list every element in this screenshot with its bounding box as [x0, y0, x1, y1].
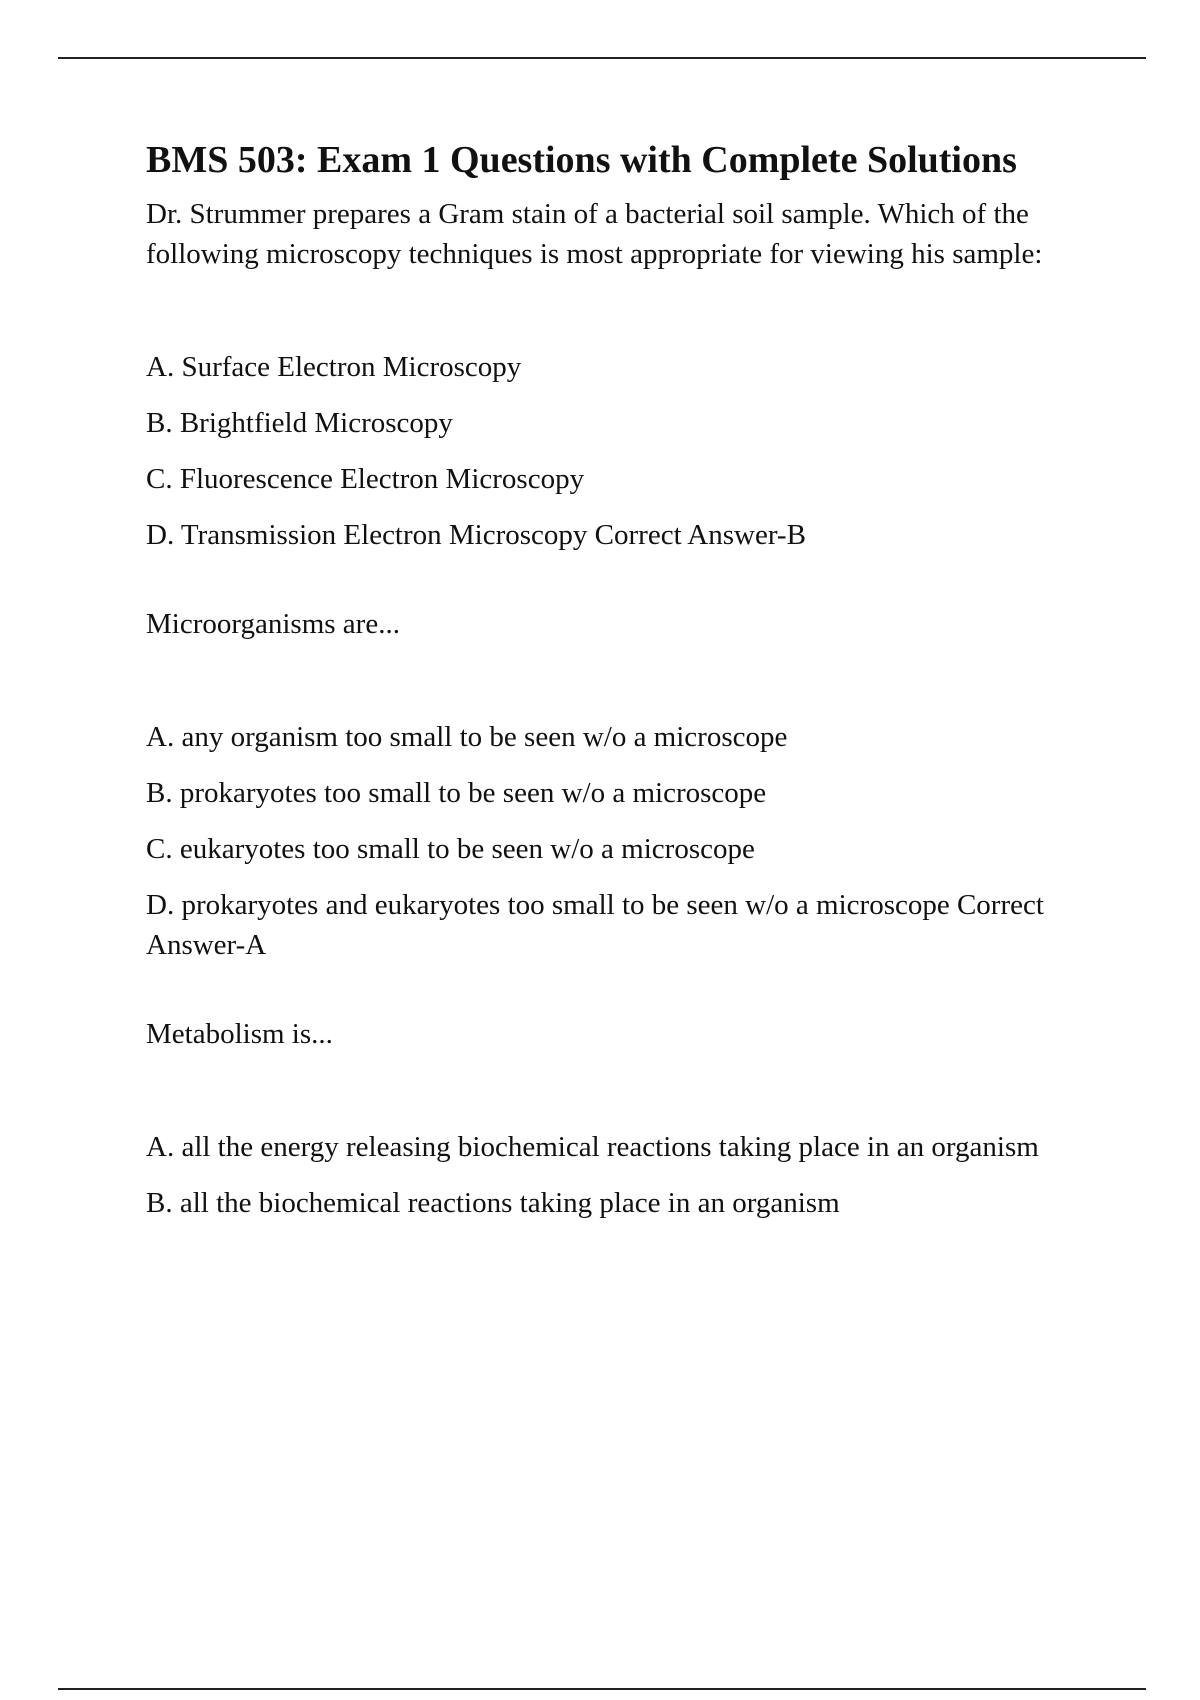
question-prompt: Metabolism is... [146, 1018, 333, 1050]
footer-rule [58, 1688, 1146, 1690]
header-rule [58, 57, 1146, 59]
answer-option: A. any organism too small to be seen w/o a microscope [146, 721, 788, 753]
answer-option: B. prokaryotes too small to be seen w/o a microscope [146, 777, 767, 809]
answer-options [146, 1127, 1096, 1223]
answer-option: A. all the energy releasing biochemical reactions taking place in an organism [146, 1131, 1039, 1163]
answer-option: B. Brightfield Microscopy [146, 407, 453, 439]
question-prompt: Dr. Strummer prepares a Gram stain of a bacterial soil sample. Which of the following microscopy techniques is most appropriate for viewing his sample: [146, 198, 1043, 270]
answer-option: B. all the biochemical reactions taking place in an organism [146, 1187, 840, 1219]
document-body [146, 138, 1096, 1239]
answer-option: C. Fluorescence Electron Microscopy [146, 463, 585, 495]
document-title: BMS 503: Exam 1 Questions with Complete Solutions [146, 139, 1017, 181]
answer-options [146, 347, 1096, 555]
answer-option: D. prokaryotes and eukaryotes too small to be seen w/o a microscope Correct Answer-A [146, 889, 1044, 961]
answer-option: C. eukaryotes too small to be seen w/o a microscope [146, 833, 755, 865]
answer-options [146, 717, 1096, 965]
answer-option: A. Surface Electron Microscopy [146, 351, 522, 383]
answer-option: D. Transmission Electron Microscopy Correct Answer-B [146, 519, 806, 551]
question-prompt: Microorganisms are... [146, 608, 400, 640]
